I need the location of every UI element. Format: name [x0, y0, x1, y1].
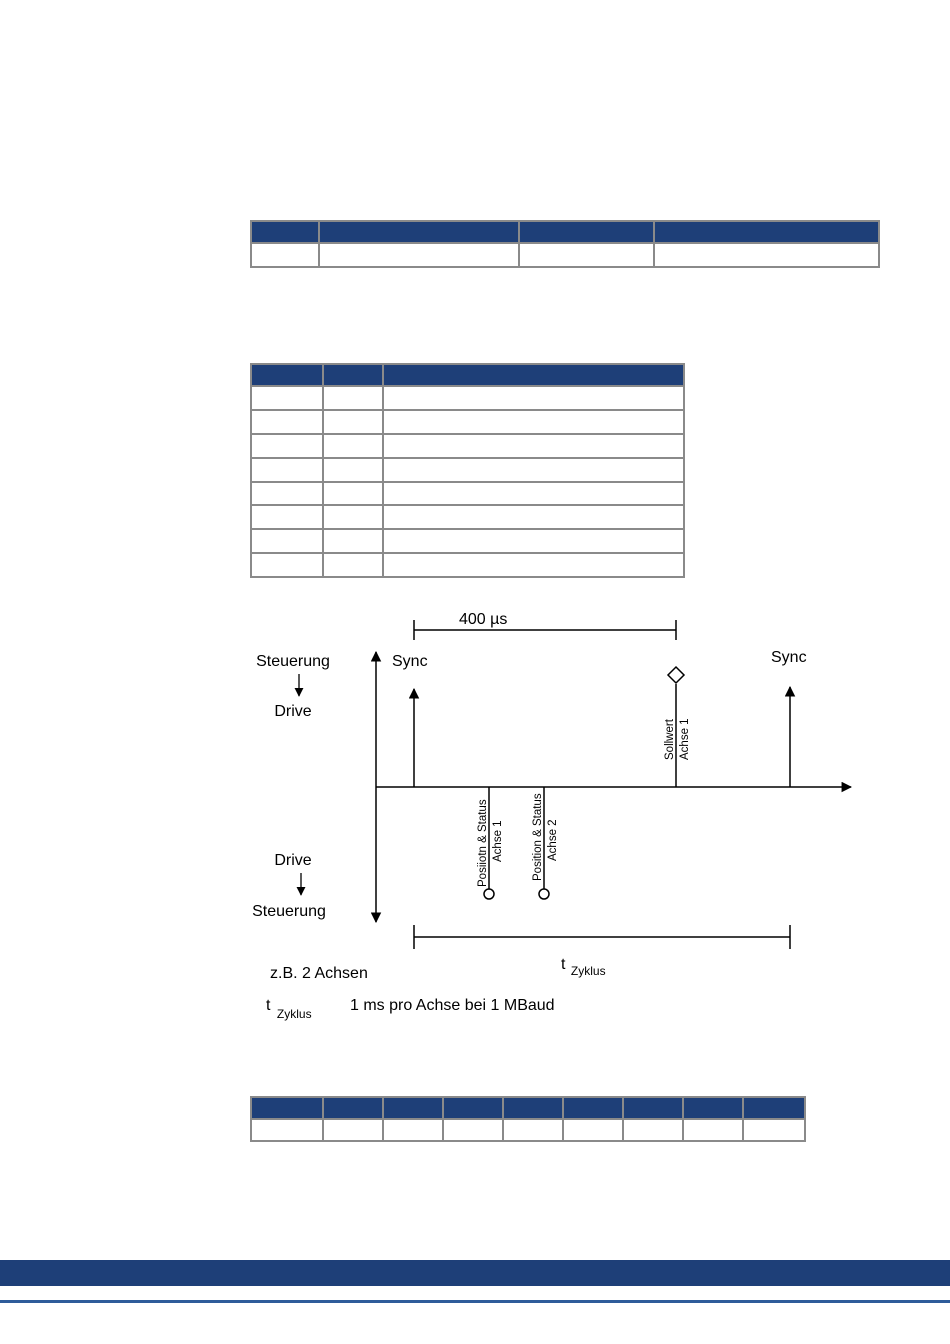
table-cell	[563, 1119, 623, 1141]
setpoint-label-line1: Sollwert	[664, 719, 676, 760]
table-header-cell	[563, 1097, 623, 1119]
direction-top-from: Steuerung	[256, 653, 330, 670]
axis1-label-line1: Posiiotn & Status	[477, 799, 489, 887]
direction-bottom-from: Drive	[274, 852, 312, 869]
table-header-row	[251, 1097, 805, 1119]
setpoint-label-line2: Achse 1	[679, 718, 691, 760]
table-cell	[683, 1119, 743, 1141]
table-header-cell	[743, 1097, 805, 1119]
table-header-cell	[443, 1097, 503, 1119]
axis2-response-label	[532, 790, 559, 881]
setpoint-diamond	[668, 667, 684, 683]
table-header-cell	[683, 1097, 743, 1119]
table-header-cell	[503, 1097, 563, 1119]
table-cell	[503, 1119, 563, 1141]
cycle-label-sub: Zyklus	[570, 964, 606, 978]
table-3	[250, 1096, 806, 1142]
sync-label-2: Sync	[771, 649, 807, 666]
direction-bottom-to: Steuerung	[252, 903, 326, 920]
legend-label	[266, 997, 312, 1021]
interval-label: 400 µs	[459, 611, 508, 628]
axis2-label-line2: Achse 2	[547, 819, 559, 861]
example-note: z.B. 2 Achsen	[270, 965, 368, 982]
table-cell	[383, 1119, 443, 1141]
legend-label-sub: Zyklus	[276, 1007, 312, 1021]
table-header-cell	[323, 1097, 383, 1119]
cycle-bracket	[414, 925, 790, 949]
axis2-label-line1: Position & Status	[532, 793, 544, 881]
table-header-cell	[383, 1097, 443, 1119]
footer-band	[0, 1260, 950, 1286]
table-row	[251, 1119, 805, 1141]
direction-top-to: Drive	[274, 703, 312, 720]
cycle-label	[561, 956, 606, 978]
setpoint-label	[664, 716, 691, 760]
table-cell	[251, 1119, 323, 1141]
sync-label-1: Sync	[392, 653, 428, 670]
axis1-response-circle	[484, 889, 494, 899]
table-cell	[323, 1119, 383, 1141]
table-cell	[743, 1119, 805, 1141]
table-cell	[443, 1119, 503, 1141]
footer-line	[0, 1300, 950, 1303]
table-cell	[623, 1119, 683, 1141]
legend-label-t: t	[266, 997, 271, 1014]
table-header-cell	[251, 1097, 323, 1119]
interval-bracket	[414, 620, 676, 640]
legend-text: 1 ms pro Achse bei 1 MBaud	[350, 997, 555, 1014]
axis1-label-line2: Achse 1	[492, 820, 504, 862]
cycle-label-t: t	[561, 956, 566, 973]
axis1-response-label	[477, 796, 504, 887]
axis2-response-circle	[539, 889, 549, 899]
table-header-cell	[623, 1097, 683, 1119]
